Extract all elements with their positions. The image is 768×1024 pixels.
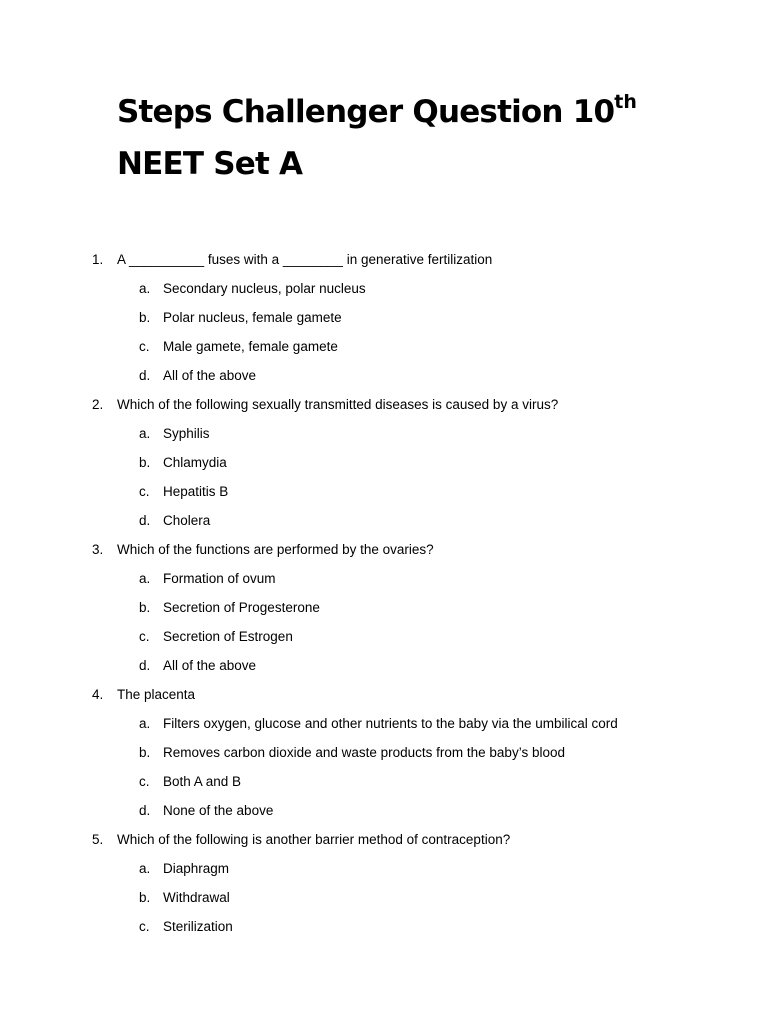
question-number: 2. — [92, 397, 104, 412]
option-text: None of the above — [163, 803, 274, 818]
option-letter: a. — [139, 861, 151, 876]
option-text: Withdrawal — [163, 890, 230, 905]
title-line-2: NEET Set A — [117, 146, 303, 182]
option-letter: c. — [139, 629, 150, 644]
answer-option — [0, 627, 768, 656]
option-letter: a. — [139, 571, 151, 586]
option-text: Chlamydia — [163, 455, 227, 470]
question-number: 1. — [92, 252, 104, 267]
option-letter: a. — [139, 716, 151, 731]
title-main: Steps Challenger Question 10 — [117, 94, 615, 130]
answer-option — [0, 308, 768, 337]
question-number: 5. — [92, 832, 104, 847]
question-text: Which of the functions are performed by the ovaries? — [117, 542, 434, 557]
option-letter: b. — [139, 890, 151, 905]
option-text: All of the above — [163, 368, 257, 383]
option-text: Diaphragm — [163, 861, 230, 876]
answer-option — [0, 482, 768, 511]
option-text: Both A and B — [163, 774, 242, 789]
option-letter: b. — [139, 745, 151, 760]
document-title — [117, 88, 637, 188]
question-number: 4. — [92, 687, 104, 702]
option-letter: d. — [139, 803, 151, 818]
answer-option — [0, 366, 768, 395]
question-5 — [0, 830, 768, 859]
answer-option — [0, 917, 768, 946]
option-text: Secretion of Estrogen — [163, 629, 293, 644]
answer-option — [0, 279, 768, 308]
answer-option — [0, 772, 768, 801]
question-2 — [0, 395, 768, 424]
option-letter: d. — [139, 658, 151, 673]
answer-option — [0, 801, 768, 830]
answer-option — [0, 859, 768, 888]
question-text: Which of the following is another barrier method of contraception? — [117, 832, 511, 847]
answer-option — [0, 743, 768, 772]
option-letter: a. — [139, 281, 151, 296]
option-text: Hepatitis B — [163, 484, 229, 499]
answer-option — [0, 714, 768, 743]
answer-option — [0, 453, 768, 482]
option-text: Polar nucleus, female gamete — [163, 310, 342, 325]
question-4 — [0, 685, 768, 714]
option-letter: d. — [139, 368, 151, 383]
answer-option — [0, 424, 768, 453]
option-text: Syphilis — [163, 426, 210, 441]
option-text: Male gamete, female gamete — [163, 339, 338, 354]
option-letter: c. — [139, 484, 150, 499]
option-text: Formation of ovum — [163, 571, 276, 586]
title-superscript: th — [614, 91, 637, 113]
question-text: The placenta — [117, 687, 196, 702]
question-3 — [0, 540, 768, 569]
answer-option — [0, 656, 768, 685]
option-letter: d. — [139, 513, 151, 528]
question-number: 3. — [92, 542, 104, 557]
option-letter: c. — [139, 339, 150, 354]
answer-option — [0, 337, 768, 366]
question-list — [0, 250, 768, 946]
option-text: Secretion of Progesterone — [163, 600, 320, 615]
answer-option — [0, 598, 768, 627]
answer-option — [0, 888, 768, 917]
option-text: Filters oxygen, glucose and other nutrients to the baby via the umbilical cord — [163, 716, 618, 731]
option-letter: c. — [139, 919, 150, 934]
option-letter: b. — [139, 310, 151, 325]
answer-option — [0, 511, 768, 540]
option-text: All of the above — [163, 658, 257, 673]
option-letter: b. — [139, 455, 151, 470]
option-letter: c. — [139, 774, 150, 789]
option-text: Cholera — [163, 513, 211, 528]
question-1 — [0, 250, 768, 279]
option-letter: b. — [139, 600, 151, 615]
answer-option — [0, 569, 768, 598]
option-letter: a. — [139, 426, 151, 441]
question-text: Which of the following sexually transmitted diseases is caused by a virus? — [117, 397, 559, 412]
option-text: Secondary nucleus, polar nucleus — [163, 281, 366, 296]
option-text: Sterilization — [163, 919, 233, 934]
question-text: A __________ fuses with a ________ in generative fertilization — [117, 252, 493, 267]
option-text: Removes carbon dioxide and waste products from the baby’s blood — [163, 745, 565, 760]
